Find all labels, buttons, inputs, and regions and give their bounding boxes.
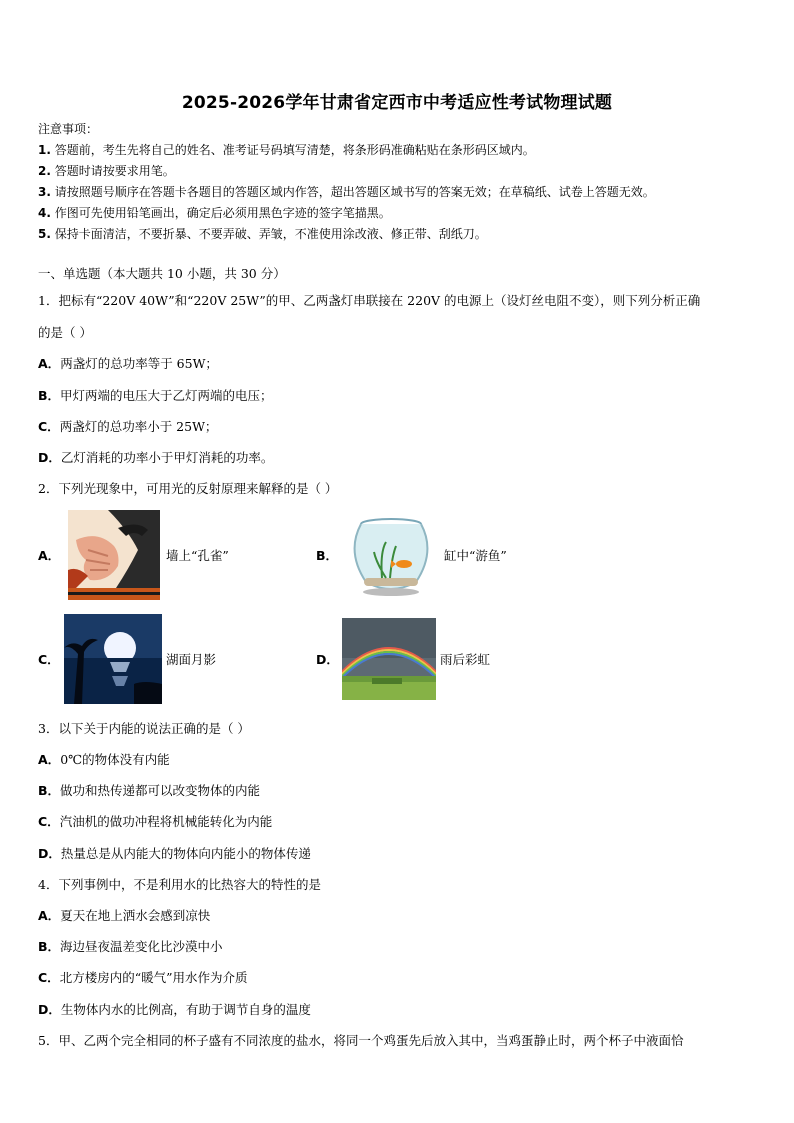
option-text: 乙灯消耗的功率小于甲灯消耗的功率。: [60, 450, 274, 465]
q2-option-c-caption: 湖面月影: [166, 652, 217, 667]
notice-item-5: [38, 225, 487, 242]
notice-item-3: [38, 183, 655, 200]
q1-option-c: [38, 417, 217, 435]
option-text: 两盏灯的总功率等于 65W；: [60, 356, 218, 371]
q2-option-a-label: A．: [38, 548, 61, 563]
option-label: A．: [38, 908, 61, 923]
option-text: 夏天在地上洒水会感到凉快: [60, 908, 211, 923]
option-text: 北方楼房内的“暖气”用水作为介质: [59, 970, 248, 985]
q3-option-b: [38, 781, 260, 799]
q3-stem: 3．以下关于内能的说法正确的是（ ）: [38, 721, 250, 736]
q4-option-c: [38, 968, 247, 986]
option-label: A．: [38, 356, 61, 371]
q2-option-d-caption: 雨后彩虹: [440, 652, 491, 667]
notice-item-text: 保持卡面清洁，不要折暴、不要弄破、弄皱，不准使用涂改液、修正带、刮纸刀。: [54, 227, 487, 241]
option-text: 热量总是从内能大的物体向内能小的物体传递: [60, 846, 311, 861]
option-label: D．: [38, 846, 61, 861]
notice-item-number: 2.: [38, 164, 51, 178]
q4-option-b: [38, 937, 223, 955]
section-heading: 一、单选题（本大题共 10 小题，共 30 分）: [38, 266, 286, 281]
option-label: B．: [38, 388, 61, 403]
notice-item-number: 3.: [38, 185, 51, 199]
notice-item-text: 作图可先使用铅笔画出，确定后必须用黑色字迹的签字笔描黑。: [54, 206, 391, 220]
q4-option-a: [38, 906, 210, 924]
q2-option-b-caption: 缸中“游鱼”: [444, 548, 507, 563]
option-label: D．: [38, 450, 61, 465]
q1-stem-line2: 的是（ ）: [38, 325, 92, 340]
q2-option-c-label: C．: [38, 652, 60, 667]
option-text: 汽油机的做功冲程将机械能转化为内能: [59, 814, 273, 829]
q2-option-d-label: D．: [316, 652, 339, 667]
option-text: 甲灯两端的电压大于乙灯两端的电压；: [60, 388, 273, 403]
notice-item-number: 5.: [38, 227, 51, 241]
option-text: 生物体内水的比例高，有助于调节自身的温度: [60, 1002, 311, 1017]
q3-option-c: [38, 812, 272, 830]
notice-item-4: [38, 204, 391, 221]
q1-option-a: [38, 354, 218, 372]
notice-heading: 注意事项：: [38, 122, 99, 136]
page-title: 2025-2026学年甘肃省定西市中考适应性考试物理试题: [181, 93, 613, 113]
q4-option-d: [38, 1000, 311, 1018]
option-text: 海边昼夜温差变化比沙漠中小: [60, 939, 223, 954]
q1-option-d: [38, 448, 273, 466]
option-label: B．: [38, 783, 61, 798]
option-label: C．: [38, 419, 60, 434]
notice-item-2: [38, 162, 175, 179]
option-label: D．: [38, 1002, 61, 1017]
option-label: B．: [38, 939, 61, 954]
q2-stem: 2．下列光现象中，可用光的反射原理来解释的是（ ）: [38, 481, 338, 496]
notice-item-1: [38, 141, 535, 158]
option-label: C．: [38, 814, 60, 829]
fishbowl-image: [346, 512, 436, 598]
option-label: A．: [38, 752, 61, 767]
q3-option-a: [38, 750, 170, 768]
notice-item-text: 请按照题号顺序在答题卡各题目的答题区域内作答，超出答题区域书写的答案无效；在草稿纸、试卷上答题无效。: [54, 185, 655, 199]
rainbow-image: [342, 618, 436, 700]
notice-item-number: 4.: [38, 206, 51, 220]
notice-item-text: 答题时请按要求用笔。: [54, 164, 175, 178]
q1-stem-line1: 1．把标有“220V 40W”和“220V 25W”的甲、乙两盏灯串联接在 220V 的电源上（设灯丝电阻不变），则下列分析正确: [38, 293, 701, 308]
lake-moon-image: [64, 614, 162, 704]
option-text: 做功和热传递都可以改变物体的内能: [60, 783, 261, 798]
option-text: 两盏灯的总功率小于 25W；: [59, 419, 218, 434]
notice-item-number: 1.: [38, 143, 51, 157]
q2-option-a-caption: 墙上“孔雀”: [166, 548, 229, 563]
q3-option-d: [38, 844, 311, 862]
q4-stem: 4．下列事例中，不是利用水的比热容大的特性的是: [38, 877, 321, 892]
notice-item-text: 答题前，考生先将自己的姓名、准考证号码填写清楚，将条形码准确粘贴在条形码区域内。: [54, 143, 535, 157]
option-label: C．: [38, 970, 60, 985]
q2-option-b-label: B．: [316, 548, 339, 563]
peacock-shadow-image: [68, 510, 160, 600]
q1-option-b: [38, 386, 273, 404]
q5-stem: 5．甲、乙两个完全相同的杯子盛有不同浓度的盐水，将同一个鸡蛋先后放入其中，当鸡蛋静止时，两个杯子中液面恰: [38, 1033, 684, 1048]
option-text: 0℃的物体没有内能: [60, 752, 170, 767]
